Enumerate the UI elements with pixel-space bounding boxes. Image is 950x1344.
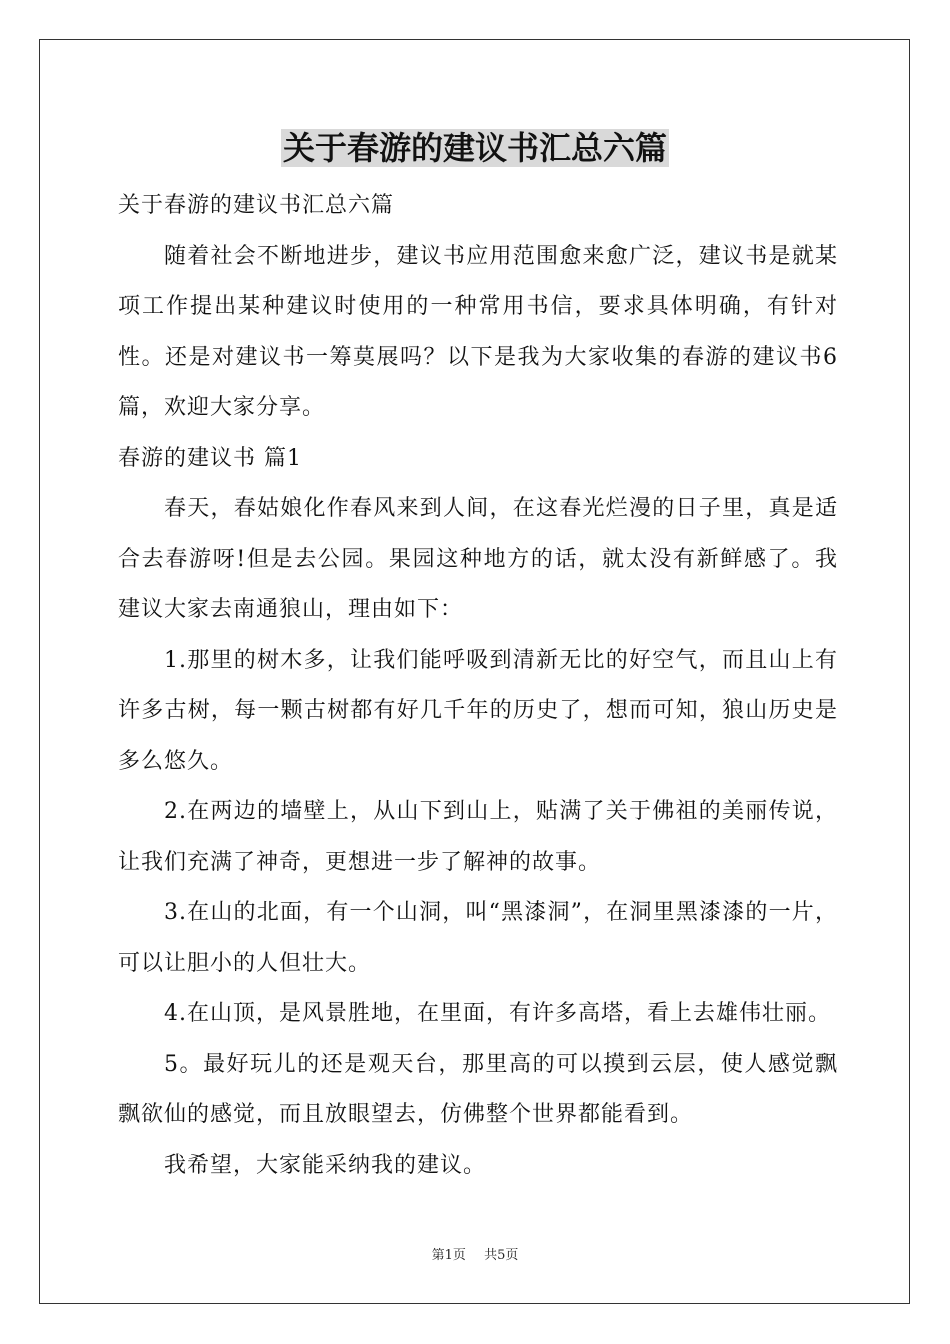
list-item: 1.那里的树木多，让我们能呼吸到清新无比的好空气，而且山上有许多古树，每一颗古树都有好几千年的历史了，想而可知，狼山历史是多么悠久。 xyxy=(118,647,838,774)
body-paragraph: 春天，春姑娘化作春风来到人间，在这春光烂漫的日子里，真是适合去春游呀!但是去公园。果园这种地方的话，就太没有新鲜感了。我建议大家去南通狼山，理由如下： xyxy=(118,496,838,622)
list-item: 5。最好玩儿的还是观天台，那里高的可以摸到云层，使人感觉飘飘欲仙的感觉，而且放眼望去，仿佛整个世界都能看到。 xyxy=(118,1051,838,1127)
document-title xyxy=(0,124,950,172)
list-item: 3.在山的北面，有一个山洞，叫“黑漆洞”，在洞里黑漆漆的一片，可以让胆小的人但壮大。 xyxy=(118,900,838,976)
section-heading: 春游的建议书 篇1 xyxy=(118,445,302,471)
total-pages: 共5页 xyxy=(484,1248,519,1263)
document-title-text: 关于春游的建议书汇总六篇 xyxy=(282,129,667,167)
subtitle-paragraph: 关于春游的建议书汇总六篇 xyxy=(118,193,395,218)
closing-paragraph: 我希望，大家能采纳我的建议。 xyxy=(164,1152,487,1178)
page-footer xyxy=(0,1247,950,1265)
list-item: 4.在山顶，是风景胜地，在里面，有许多高塔，看上去雄伟壮丽。 xyxy=(164,1001,831,1026)
document-body xyxy=(118,181,838,1191)
intro-paragraph: 随着社会不断地进步，建议书应用范围愈来愈广泛，建议书是就某项工作提出某种建议时使用的一种常用书信，要求具体明确，有针对性。还是对建议书一筹莫展吗？以下是我为大家收集的春游的建议书6篇，欢迎大家分享。 xyxy=(118,243,838,420)
list-item: 2.在两边的墙壁上，从山下到山上，贴满了关于佛祖的美丽传说，让我们充满了神奇，更想进一步了解神的故事。 xyxy=(118,799,838,875)
page-number: 第1页 xyxy=(431,1248,466,1263)
